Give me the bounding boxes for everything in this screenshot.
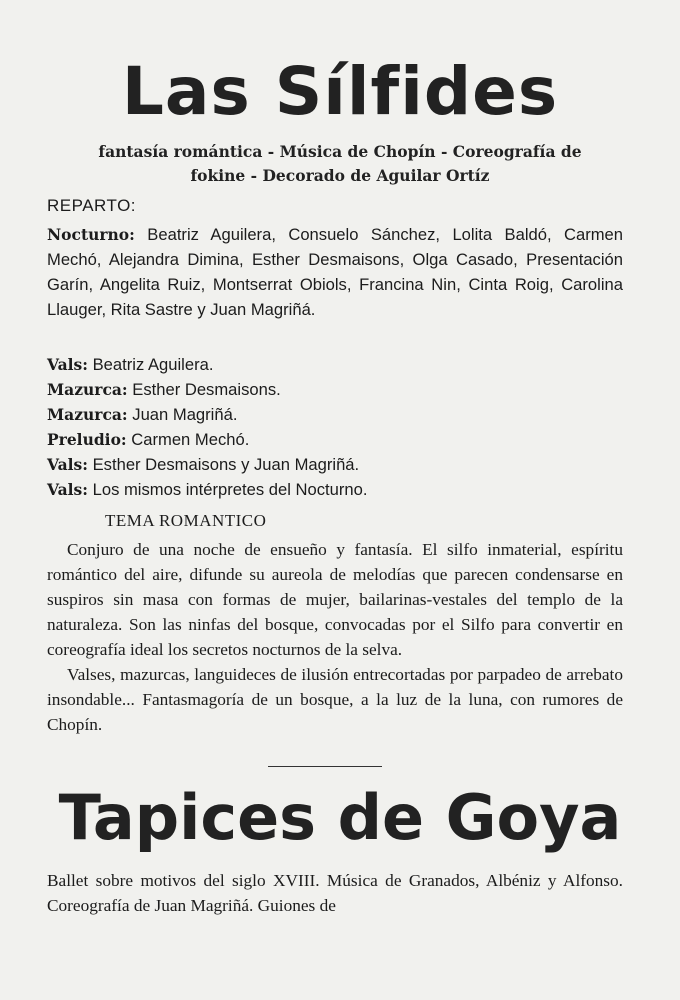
role-label: Mazurca:	[47, 380, 128, 399]
role-line	[47, 427, 623, 452]
role-line	[47, 402, 623, 427]
tema-paragraph: Valses, mazurcas, languideces de ilusión entrecortadas por parpadeo de arrebato insondable... Fantasmagoría de un bosque, a la luz de la luna, con rumores de Chopín.	[47, 665, 623, 734]
credits-subtitle	[40, 140, 640, 188]
nocturno-cast	[47, 222, 623, 322]
role-label: Mazurca:	[47, 405, 128, 424]
role-cast: Beatriz Aguilera, Consuelo Sánchez, Lolita Baldó, Carmen Mechó, Alejandra Dimina, Esther Desmaisons, Olga Casado, Presentación Garín, Angelita Ruiz, Montserrat Obiols, Francina Nin, Cinta Roig, Carolina Llauger, Rita Sastre y Juan Magriñá.	[47, 225, 623, 319]
roles-list	[47, 352, 623, 502]
role-label: Vals:	[47, 455, 88, 474]
role-cast: Juan Magriñá.	[132, 405, 238, 424]
role-line	[47, 352, 623, 377]
ballet-description	[47, 868, 623, 918]
role-cast: Esther Desmaisons.	[132, 380, 281, 399]
role-label: Vals:	[47, 480, 88, 499]
role-label: Vals:	[47, 355, 88, 374]
role-cast: Beatriz Aguilera.	[92, 355, 214, 374]
section-divider	[268, 766, 382, 767]
role-cast: Los mismos intérpretes del Nocturno.	[92, 480, 368, 499]
title-tapices-de-goya: Tapices de Goya	[58, 781, 622, 854]
role-cast: Esther Desmaisons y Juan Magriñá.	[92, 455, 360, 474]
role-label: Nocturno:	[47, 225, 135, 244]
reparto-heading: REPARTO:	[47, 196, 137, 215]
role-line	[47, 477, 623, 502]
tema-heading: TEMA ROMANTICO	[105, 511, 267, 530]
credits-line-1: fantasía romántica - Música de Chopín - Coreografía de	[98, 142, 582, 161]
role-cast: Carmen Mechó.	[131, 430, 250, 449]
credits-line-2: fokine - Decorado de Aguilar Ortíz	[190, 166, 490, 185]
role-line	[47, 452, 623, 477]
role-label: Preludio:	[47, 430, 127, 449]
tema-description	[47, 537, 623, 737]
title-las-silfides: Las Sílfides	[121, 53, 559, 130]
tema-paragraph: Conjuro de una noche de ensueño y fantasía. El silfo inmaterial, espíritu romántico del aire, difunde su aureola de melodías que parecen condensarse en suspiros sin masa con formas de mujer, bailarinas-vestales del templo de la naturaleza. Son las ninfas del bosque, convocadas por el Silfo para convertir en coreografía ideal los secretos nocturnos de la selva.	[47, 540, 623, 659]
role-line	[47, 377, 623, 402]
ballet-paragraph: Ballet sobre motivos del siglo XVIII. Música de Granados, Albéniz y Alfonso. Coreografía de Juan Magriñá. Guiones de	[47, 871, 623, 915]
